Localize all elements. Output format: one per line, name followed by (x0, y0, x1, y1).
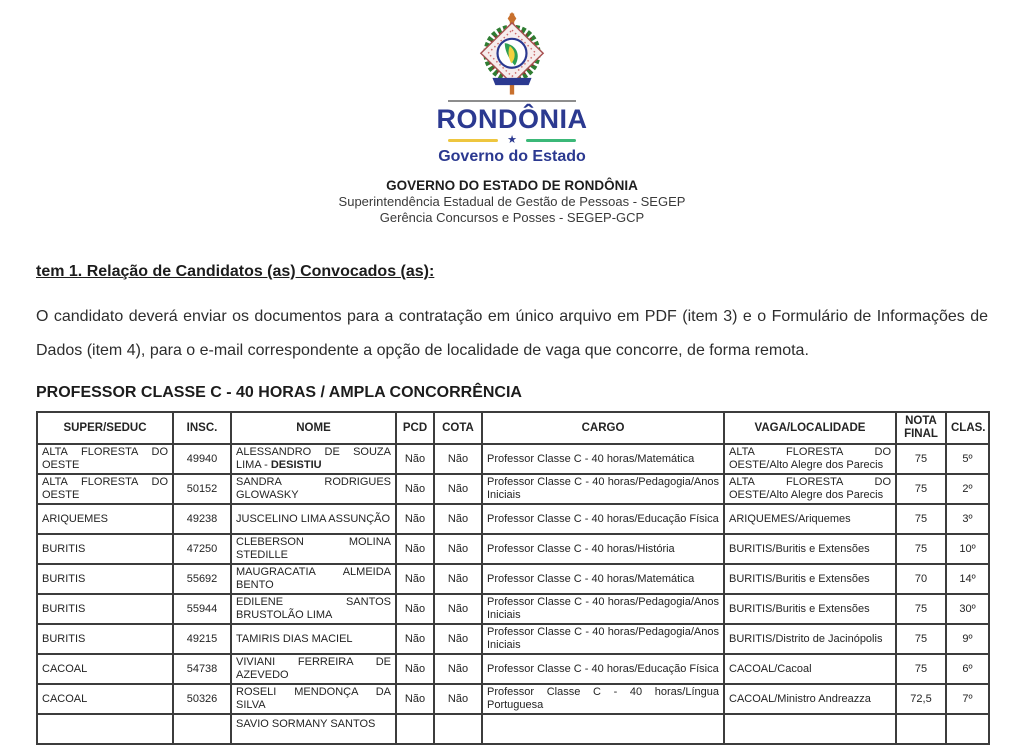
cell-vaga-localidade: ARIQUEMES/Ariquemes (724, 504, 896, 534)
logo-divider-line (448, 100, 576, 102)
table-row (37, 444, 989, 474)
cell-nota-final: 75 (896, 444, 946, 474)
table-row (37, 654, 989, 684)
cell-super-seduc: BURITIS (37, 564, 173, 594)
cell-super-seduc: ARIQUEMES (37, 504, 173, 534)
cell-cargo (482, 714, 724, 744)
table-row (37, 714, 989, 744)
cell-cota: Não (434, 624, 482, 654)
table-row (37, 684, 989, 714)
green-bar (526, 139, 576, 142)
cell-insc: 50152 (173, 474, 231, 504)
brand-subtitle: Governo do Estado (438, 148, 586, 165)
cell-vaga-localidade: CACOAL/Ministro Andreazza (724, 684, 896, 714)
cell-insc: 49215 (173, 624, 231, 654)
cell-super-seduc: BURITIS (37, 624, 173, 654)
cell-pcd: Não (396, 654, 434, 684)
cell-nota-final: 75 (896, 624, 946, 654)
cell-cargo: Professor Classe C - 40 horas/Matemática (482, 564, 724, 594)
letterhead-line3: Gerência Concursos e Posses - SEGEP-GCP (379, 209, 645, 225)
candidates-table (36, 411, 990, 745)
candidates-table-body (37, 444, 989, 744)
cell-vaga-localidade: BURITIS/Buritis e Extensões (724, 534, 896, 564)
cell-insc: 49238 (173, 504, 231, 534)
cell-clas (946, 714, 989, 744)
cell-clas: 30º (946, 594, 989, 624)
cell-insc (173, 714, 231, 744)
cell-pcd: Não (396, 624, 434, 654)
cell-cota (434, 714, 482, 744)
cell-super-seduc: ALTA FLORESTA DO OESTE (37, 474, 173, 504)
cell-super-seduc: BURITIS (37, 534, 173, 564)
cell-insc: 55692 (173, 564, 231, 594)
cell-cargo: Professor Classe C - 40 horas/Língua Portuguesa (482, 684, 724, 714)
cell-cargo: Professor Classe C - 40 horas/Educação Física (482, 654, 724, 684)
cell-cota: Não (434, 504, 482, 534)
cell-pcd: Não (396, 594, 434, 624)
cell-vaga-localidade: ALTA FLORESTA DO OESTE/Alto Alegre dos Parecis (724, 474, 896, 504)
cell-cargo: Professor Classe C - 40 horas/Pedagogia/Anos Iniciais (482, 474, 724, 504)
cell-super-seduc: CACOAL (37, 684, 173, 714)
cell-clas: 5º (946, 444, 989, 474)
cell-nota-final: 75 (896, 504, 946, 534)
cell-vaga-localidade: CACOAL/Cacoal (724, 654, 896, 684)
col-header-cota: COTA (434, 412, 482, 444)
cell-pcd: Não (396, 474, 434, 504)
brand-name: RONDÔNIA (436, 104, 588, 134)
letterhead-line2: Superintendência Estadual de Gestão de Pessoas - SEGEP (338, 194, 686, 209)
cell-clas: 3º (946, 504, 989, 534)
cell-insc: 54738 (173, 654, 231, 684)
cell-pcd: Não (396, 504, 434, 534)
cell-clas: 9º (946, 624, 989, 654)
cell-pcd: Não (396, 534, 434, 564)
cell-clas: 2º (946, 474, 989, 504)
cell-cargo: Professor Classe C - 40 horas/História (482, 534, 724, 564)
cell-super-seduc (37, 714, 173, 744)
cell-cota: Não (434, 444, 482, 474)
cell-insc: 55944 (173, 594, 231, 624)
cell-nota-final (896, 714, 946, 744)
cell-nota-final: 75 (896, 474, 946, 504)
yellow-bar (448, 139, 498, 142)
cell-clas: 6º (946, 654, 989, 684)
table-header-row (37, 412, 989, 444)
brand-divider (0, 135, 1024, 145)
cell-insc: 47250 (173, 534, 231, 564)
cell-cota: Não (434, 684, 482, 714)
cell-cargo: Professor Classe C - 40 horas/Educação Física (482, 504, 724, 534)
cell-vaga-localidade: BURITIS/Distrito de Jacinópolis (724, 624, 896, 654)
letterhead (0, 0, 1024, 225)
cell-cargo: Professor Classe C - 40 horas/Pedagogia/Anos Iniciais (482, 594, 724, 624)
col-header-insc: INSC. (173, 412, 231, 444)
cell-nota-final: 72,5 (896, 684, 946, 714)
cell-nome: MAUGRACATIA ALMEIDA BENTO (231, 564, 396, 594)
cell-nota-final: 75 (896, 654, 946, 684)
cell-nome: SAVIO SORMANY SANTOS (231, 714, 396, 744)
cell-cota: Não (434, 564, 482, 594)
cell-super-seduc: CACOAL (37, 654, 173, 684)
cell-super-seduc: BURITIS (37, 594, 173, 624)
cell-vaga-localidade (724, 714, 896, 744)
cell-insc: 50326 (173, 684, 231, 714)
table-row (37, 504, 989, 534)
cell-nome: JUSCELINO LIMA ASSUNÇÃO (231, 504, 396, 534)
col-header-nota-final: NOTA FINAL (896, 412, 946, 444)
cell-nome: TAMIRIS DIAS MACIEL (231, 624, 396, 654)
cell-nome: ALESSANDRO DE SOUZA LIMA - DESISTIU (231, 444, 396, 474)
instruction-paragraph: O candidato deverá enviar os documentos para a contratação em único arquivo em PDF (item 3) e o Formulário de Informações de Dados (item 4), para o e-mail correspondente a opção de localidade de vaga que concorre, de forma remota. (36, 308, 988, 359)
cell-pcd: Não (396, 564, 434, 594)
cell-clas: 7º (946, 684, 989, 714)
table-row (37, 474, 989, 504)
col-header-nome: NOME (231, 412, 396, 444)
nome-bold-flag: DESISTIU (270, 459, 322, 471)
cell-cota: Não (434, 654, 482, 684)
col-header-vaga-localidade: VAGA/LOCALIDADE (724, 412, 896, 444)
col-header-super-seduc: SUPER/SEDUC (37, 412, 173, 444)
cell-nome: CLEBERSON MOLINA STEDILLE (231, 534, 396, 564)
table-row (37, 624, 989, 654)
item-heading: tem 1. Relação de Candidatos (as) Convocados (as): (36, 263, 435, 280)
cell-nome: SANDRA RODRIGUES GLOWASKY (231, 474, 396, 504)
table-row (37, 534, 989, 564)
cell-vaga-localidade: BURITIS/Buritis e Extensões (724, 564, 896, 594)
col-header-clas: CLAS. (946, 412, 989, 444)
cell-nome: VIVIANI FERREIRA DE AZEVEDO (231, 654, 396, 684)
cell-cota: Não (434, 474, 482, 504)
cell-pcd: Não (396, 444, 434, 474)
cell-pcd: Não (396, 684, 434, 714)
cell-cargo: Professor Classe C - 40 horas/Matemática (482, 444, 724, 474)
table-header (37, 412, 989, 444)
cell-nota-final: 75 (896, 534, 946, 564)
cell-nota-final: 75 (896, 594, 946, 624)
cell-vaga-localidade: ALTA FLORESTA DO OESTE/Alto Alegre dos Parecis (724, 444, 896, 474)
table-row (37, 594, 989, 624)
cell-pcd (396, 714, 434, 744)
cell-nota-final: 70 (896, 564, 946, 594)
cell-clas: 10º (946, 534, 989, 564)
cell-cota: Não (434, 534, 482, 564)
letterhead-line1: GOVERNO DO ESTADO DE RONDÔNIA (386, 178, 638, 193)
star-icon: ★ (507, 134, 517, 146)
cell-insc: 49940 (173, 444, 231, 474)
cell-cargo: Professor Classe C - 40 horas/Pedagogia/Anos Iniciais (482, 624, 724, 654)
col-header-pcd: PCD (396, 412, 434, 444)
cell-clas: 14º (946, 564, 989, 594)
cell-cota: Não (434, 594, 482, 624)
cell-super-seduc: ALTA FLORESTA DO OESTE (37, 444, 173, 474)
col-header-cargo: CARGO (482, 412, 724, 444)
rondonia-coat-of-arms-icon (0, 12, 1024, 96)
cell-nome: ROSELI MENDONÇA DA SILVA (231, 684, 396, 714)
cell-nome: EDILENE SANTOS BRUSTOLÃO LIMA (231, 594, 396, 624)
table-row (37, 564, 989, 594)
cell-vaga-localidade: BURITIS/Buritis e Extensões (724, 594, 896, 624)
document-body (0, 262, 1024, 745)
table-title: PROFESSOR CLASSE C - 40 HORAS / AMPLA CONCORRÊNCIA (36, 384, 522, 401)
